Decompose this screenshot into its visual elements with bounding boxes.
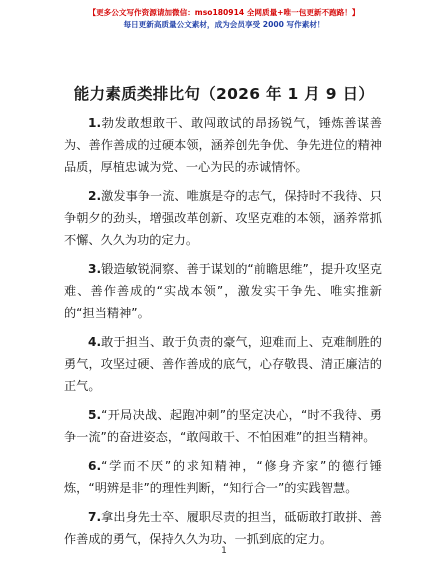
item-text: 勃发敢想敢干、敢闯敢试的昂扬锐气，锤炼善谋善为、善作善成的过硬本领，涵养创先争优、争先进位的精神品质，厚植忠诚为党、一心为民的赤诚情怀。 xyxy=(64,116,382,174)
document-body xyxy=(64,112,382,557)
item-text: 锻造敏锐洞察、善于谋划的“前瞻思维”，提升攻坚克难、善作善成的“实战本领”，激发实干争先、唯实推新的“担当精神”。 xyxy=(64,262,382,320)
promo-line-2: 每日更新高质量公文素材，成为会员享受 2000 写作素材！ xyxy=(123,20,325,29)
item-number: 1. xyxy=(88,116,102,130)
list-item xyxy=(64,506,382,550)
list-item xyxy=(64,404,382,448)
item-text: “开局决战、起跑冲刺”的坚定决心，“时不我待、勇争一流”的奋进姿态，“敢闯敢干、不怕困难”的担当精神。 xyxy=(64,408,382,444)
document-title: 能力素质类排比句（2026 年 1 月 9 日） xyxy=(73,85,375,103)
item-text: 拿出身先士卒、履职尽责的担当，砥砺敢打敢拼、善作善成的勇气，保持久久为功、一抓到底的定力。 xyxy=(64,510,382,546)
page-number: 1 xyxy=(221,546,227,556)
item-text: “学而不厌”的求知精神，“修身齐家”的德行锤炼，“明辨是非”的理性判断，“知行合一”的实践智慧。 xyxy=(64,459,382,495)
list-item xyxy=(64,112,382,178)
item-number: 4. xyxy=(88,335,102,349)
item-number: 3. xyxy=(88,262,102,276)
list-item xyxy=(64,455,382,499)
item-number: 7. xyxy=(88,510,102,524)
list-item xyxy=(64,185,382,251)
list-item xyxy=(64,258,382,324)
item-number: 6. xyxy=(88,459,102,473)
promo-header xyxy=(0,7,448,31)
item-text: 敢于担当、敢于负责的豪气，迎难而上、克难制胜的勇气，攻坚过硬、善作善成的底气，心存敬畏、清正廉洁的正气。 xyxy=(64,335,382,393)
item-number: 2. xyxy=(88,189,102,203)
item-number: 5. xyxy=(88,408,102,422)
list-item xyxy=(64,331,382,397)
item-text: 激发事争一流、唯旗是夺的志气，保持时不我待、只争朝夕的劲头，增强改革创新、攻坚克难的本领，涵养常抓不懈、久久为功的定力。 xyxy=(64,189,382,247)
promo-line-1: 【更多公文写作资源请加微信：mso180914 全网质量+唯一包更新不跑路！】 xyxy=(88,8,360,17)
